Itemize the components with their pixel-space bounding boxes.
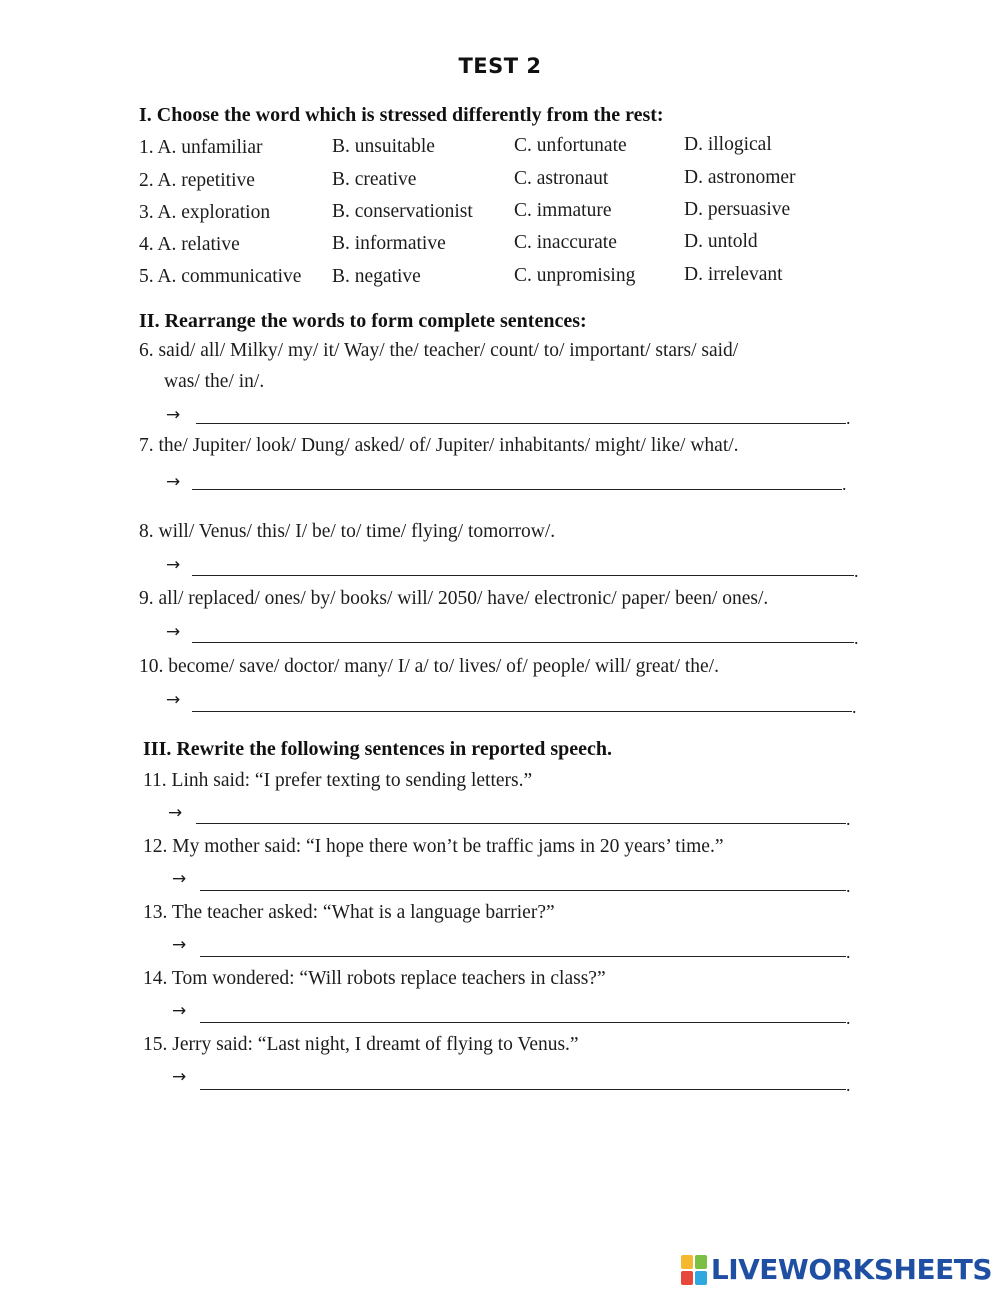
logo-blocks-icon bbox=[681, 1255, 707, 1285]
q12-prompt: 12. My mother said: “I hope there won’t be traffic jams in 20 years’ time.” bbox=[143, 836, 724, 857]
q12-arrow-icon: → bbox=[172, 869, 187, 889]
q13-arrow-icon: → bbox=[172, 935, 187, 955]
q4-option-b: B. informative bbox=[332, 233, 446, 254]
q1-option-a: 1. A. unfamiliar bbox=[139, 137, 263, 158]
q7-arrow-icon: → bbox=[166, 472, 181, 492]
q11-arrow-icon: → bbox=[168, 803, 183, 823]
q9-answer-end: . bbox=[854, 628, 859, 648]
q8-arrow-icon: → bbox=[166, 555, 181, 575]
q11-answer-end: . bbox=[846, 809, 851, 829]
q8-answer-end: . bbox=[854, 561, 859, 581]
q15-answer-line[interactable] bbox=[200, 1089, 846, 1090]
q2-option-b: B. creative bbox=[332, 169, 417, 190]
logo-text: LIVEWORKSHEETS bbox=[710, 1253, 992, 1286]
q4-option-c: C. inaccurate bbox=[514, 232, 617, 253]
q5-option-a: 5. A. communicative bbox=[139, 266, 302, 287]
q2-option-d: D. astronomer bbox=[684, 167, 796, 188]
q12-answer-line[interactable] bbox=[200, 890, 846, 891]
q7-answer-end: . bbox=[842, 474, 847, 494]
section-1-heading: I. Choose the word which is stressed differently from the rest: bbox=[139, 104, 664, 126]
q2-option-c: C. astronaut bbox=[514, 168, 609, 189]
q1-option-c: C. unfortunate bbox=[514, 135, 627, 156]
q1-option-b: B. unsuitable bbox=[332, 136, 435, 157]
q6-answer-line[interactable] bbox=[196, 423, 846, 424]
page-title: TEST 2 bbox=[458, 54, 542, 78]
q1-option-d: D. illogical bbox=[684, 134, 772, 155]
q3-option-b: B. conservationist bbox=[332, 201, 473, 222]
q10-answer-line[interactable] bbox=[192, 711, 852, 712]
q5-option-c: C. unpromising bbox=[514, 265, 636, 286]
q14-arrow-icon: → bbox=[172, 1001, 187, 1021]
section-2-heading: II. Rearrange the words to form complete sentences: bbox=[139, 310, 587, 332]
liveworksheets-logo[interactable] bbox=[681, 1253, 992, 1286]
q15-answer-end: . bbox=[846, 1075, 851, 1095]
q15-prompt: 15. Jerry said: “Last night, I dreamt of flying to Venus.” bbox=[143, 1034, 579, 1055]
q9-answer-line[interactable] bbox=[192, 642, 854, 643]
q8-answer-line[interactable] bbox=[192, 575, 854, 576]
q10-arrow-icon: → bbox=[166, 690, 181, 710]
q14-answer-line[interactable] bbox=[200, 1022, 846, 1023]
q3-option-a: 3. A. exploration bbox=[139, 202, 271, 223]
q4-option-d: D. untold bbox=[684, 231, 758, 252]
q14-prompt: 14. Tom wondered: “Will robots replace teachers in class?” bbox=[143, 968, 606, 989]
q4-option-a: 4. A. relative bbox=[139, 234, 240, 255]
q7-answer-line[interactable] bbox=[192, 489, 842, 490]
q6-arrow-icon: → bbox=[166, 405, 181, 425]
q13-answer-end: . bbox=[846, 942, 851, 962]
q10-answer-end: . bbox=[852, 697, 857, 717]
q2-option-a: 2. A. repetitive bbox=[139, 170, 255, 191]
q3-option-c: C. immature bbox=[514, 200, 612, 221]
q13-answer-line[interactable] bbox=[200, 956, 846, 957]
q11-answer-line[interactable] bbox=[196, 823, 846, 824]
q6-prompt-line2: was/ the/ in/. bbox=[164, 371, 265, 392]
q8-prompt: 8. will/ Venus/ this/ I/ be/ to/ time/ flying/ tomorrow/. bbox=[139, 521, 556, 542]
section-3-heading: III. Rewrite the following sentences in reported speech. bbox=[143, 738, 613, 760]
q5-option-b: B. negative bbox=[332, 266, 421, 287]
q6-answer-end: . bbox=[846, 408, 851, 428]
q9-arrow-icon: → bbox=[166, 622, 181, 642]
q6-prompt-line1: 6. said/ all/ Milky/ my/ it/ Way/ the/ teacher/ count/ to/ important/ stars/ said/ bbox=[139, 340, 739, 361]
q11-prompt: 11. Linh said: “I prefer texting to sending letters.” bbox=[143, 770, 533, 791]
q10-prompt: 10. become/ save/ doctor/ many/ I/ a/ to/ lives/ of/ people/ will/ great/ the/. bbox=[139, 656, 719, 677]
q5-option-d: D. irrelevant bbox=[684, 264, 783, 285]
q14-answer-end: . bbox=[846, 1008, 851, 1028]
q3-option-d: D. persuasive bbox=[684, 199, 791, 220]
q13-prompt: 13. The teacher asked: “What is a language barrier?” bbox=[143, 902, 555, 923]
q12-answer-end: . bbox=[846, 876, 851, 896]
q15-arrow-icon: → bbox=[172, 1067, 187, 1087]
q7-prompt: 7. the/ Jupiter/ look/ Dung/ asked/ of/ Jupiter/ inhabitants/ might/ like/ what/. bbox=[139, 435, 739, 456]
q9-prompt: 9. all/ replaced/ ones/ by/ books/ will/ 2050/ have/ electronic/ paper/ been/ ones/. bbox=[139, 588, 769, 609]
